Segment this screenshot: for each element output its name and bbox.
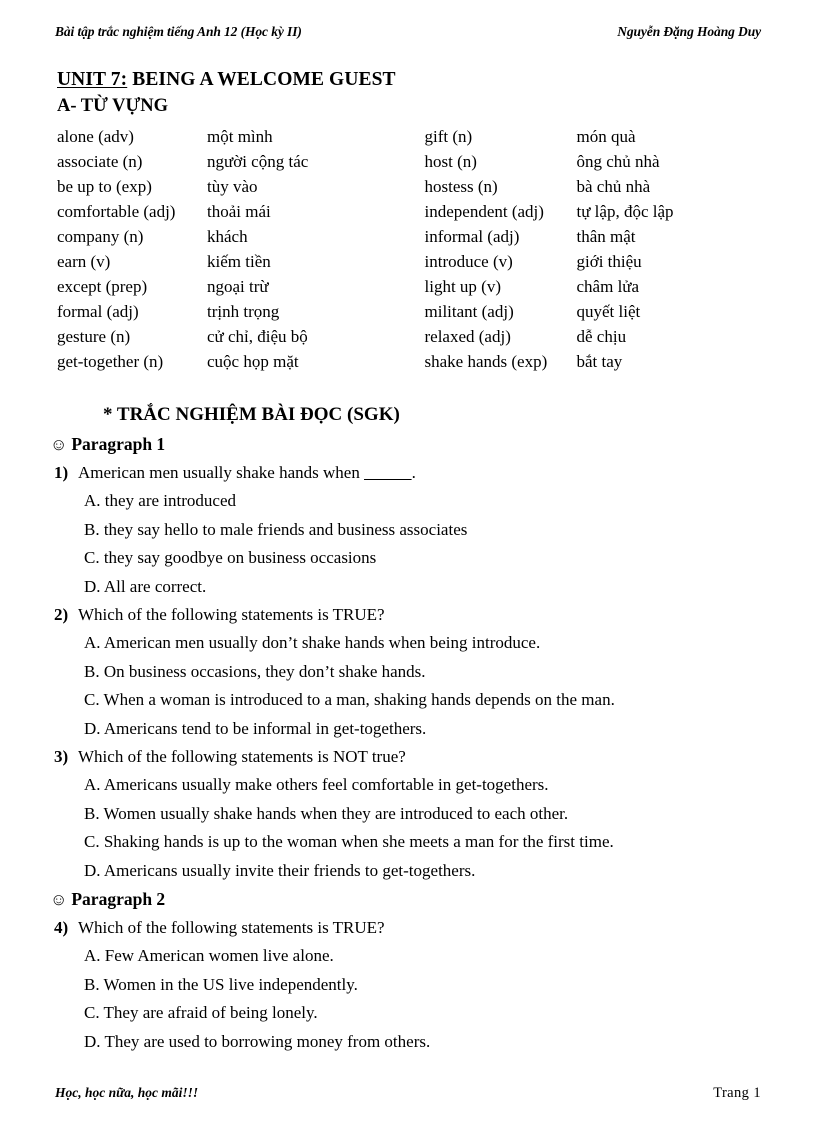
vocabulary-entry — [57, 174, 400, 199]
footer-motto: Học, học nữa, học mãi!!! — [55, 1085, 199, 1100]
vocabulary-definition: món quà — [576, 127, 636, 146]
question-1-option-b[interactable]: B. they say hello to male friends and business associates — [84, 519, 468, 539]
question-number: 2) — [54, 605, 69, 624]
vocabulary-entry — [400, 224, 768, 249]
vocabulary-definition: khách — [207, 227, 248, 246]
vocabulary-row — [57, 249, 767, 274]
paragraph-1-heading — [48, 430, 788, 459]
vocabulary-definition: bắt tay — [576, 352, 623, 371]
question-1-option-c[interactable]: C. they say goodbye on business occasions — [84, 548, 377, 567]
unit-title-text: BEING A WELCOME GUEST — [132, 69, 396, 90]
vocabulary-definition: dễ chịu — [576, 327, 627, 346]
vocabulary-definition: thoải mái — [207, 202, 271, 221]
vocabulary-definition: tùy vào — [207, 177, 258, 196]
vocabulary-term: light up (v) — [424, 277, 501, 296]
question-2 — [48, 601, 788, 629]
vocabulary-entry — [57, 349, 400, 374]
question-text: Which of the following statements is TRUE? — [78, 918, 385, 937]
vocabulary-definition: ông chủ nhà — [576, 152, 660, 171]
vocabulary-term: except (prep) — [57, 277, 148, 296]
vocabulary-term: be up to (exp) — [57, 177, 152, 196]
vocabulary-entry — [57, 274, 400, 299]
vocabulary-definition: giới thiệu — [576, 252, 642, 271]
question-number: 4) — [54, 918, 69, 937]
vocabulary-row — [57, 124, 767, 149]
vocabulary-term: informal (adj) — [424, 227, 520, 246]
vocabulary-term: associate (n) — [57, 152, 143, 171]
vocabulary-row — [57, 149, 767, 174]
header-book-title: Bài tập trắc nghiệm tiếng Anh 12 (Học kỳ II) — [55, 24, 302, 39]
question-text — [78, 459, 788, 487]
section-a-heading: A- TỪ VỰNG — [57, 96, 168, 116]
vocabulary-entry — [400, 199, 768, 224]
vocabulary-row — [57, 349, 767, 374]
vocabulary-term: earn (v) — [57, 252, 111, 271]
exercise-section-heading: * TRẮC NGHIỆM BÀI ĐỌC (SGK) — [103, 404, 400, 425]
question-text-before-blank: American men usually shake hands when — [78, 463, 365, 482]
question-4-option-d[interactable]: D. They are used to borrowing money from others. — [84, 1031, 431, 1051]
vocabulary-term: hostess (n) — [424, 177, 498, 196]
question-1 — [48, 459, 788, 487]
vocabulary-term: independent (adj) — [424, 202, 544, 221]
question-2-option-c[interactable]: C. When a woman is introduced to a man, shaking hands depends on the man. — [84, 690, 615, 709]
vocabulary-term: militant (adj) — [424, 302, 514, 321]
vocabulary-entry — [57, 249, 400, 274]
vocabulary-row — [57, 274, 767, 299]
vocabulary-definition: một mình — [207, 127, 273, 146]
question-text: Which of the following statements is TRUE? — [78, 605, 385, 624]
question-4-option-b[interactable]: B. Women in the US live independently. — [84, 974, 358, 994]
vocabulary-entry — [57, 124, 400, 149]
page-footer — [55, 1085, 761, 1102]
vocabulary-definition: trịnh trọng — [207, 302, 280, 321]
paragraph-1-label: Paragraph 1 — [71, 434, 166, 454]
running-header — [55, 24, 761, 40]
question-3-option-b[interactable]: B. Women usually shake hands when they are introduced to each other. — [84, 803, 569, 823]
vocabulary-term: host (n) — [424, 152, 477, 171]
question-4-option-a[interactable]: A. Few American women live alone. — [84, 946, 334, 965]
vocabulary-definition: thân mật — [576, 227, 636, 246]
question-1-option-d[interactable]: D. All are correct. — [84, 576, 207, 596]
vocabulary-entry — [57, 324, 400, 349]
questions-body — [48, 430, 788, 1056]
vocabulary-row — [57, 299, 767, 324]
vocabulary-definition: châm lửa — [576, 277, 640, 296]
vocabulary-definition: quyết liệt — [576, 302, 641, 321]
question-3-option-c[interactable]: C. Shaking hands is up to the woman when she meets a man for the first time. — [84, 832, 614, 851]
vocabulary-row — [57, 199, 767, 224]
vocabulary-definition: kiếm tiền — [207, 252, 271, 271]
vocabulary-entry — [400, 249, 768, 274]
vocabulary-definition: tự lập, độc lập — [576, 202, 674, 221]
paragraph-2-heading — [48, 885, 788, 914]
page-number: Trang 1 — [713, 1085, 761, 1101]
question-4-option-c[interactable]: C. They are afraid of being lonely. — [84, 1003, 318, 1022]
vocabulary-entry — [57, 224, 400, 249]
paragraph-2-label: Paragraph 2 — [71, 889, 166, 909]
vocabulary-term: alone (adv) — [57, 127, 134, 146]
vocabulary-entry — [400, 274, 768, 299]
vocabulary-entry — [400, 299, 768, 324]
unit-title — [57, 69, 396, 91]
question-2-option-a[interactable]: A. American men usually don’t shake hands when being introduce. — [84, 633, 541, 652]
question-text-after-blank: . — [411, 463, 416, 482]
vocabulary-term: comfortable (adj) — [57, 202, 176, 221]
vocabulary-term: gesture (n) — [57, 327, 131, 346]
vocabulary-term: introduce (v) — [424, 252, 513, 271]
question-text: Which of the following statements is NOT true? — [78, 747, 406, 766]
vocabulary-row — [57, 224, 767, 249]
vocabulary-definition: người cộng tác — [207, 152, 309, 171]
vocabulary-term: get-together (n) — [57, 352, 164, 371]
vocabulary-term: gift (n) — [424, 127, 473, 146]
vocabulary-entry — [400, 149, 768, 174]
vocabulary-entry — [400, 124, 768, 149]
vocabulary-entry — [400, 174, 768, 199]
vocabulary-row — [57, 324, 767, 349]
vocabulary-definition: cuộc họp mặt — [207, 352, 299, 371]
vocabulary-definition: cử chỉ, điệu bộ — [207, 327, 308, 346]
unit-number-label: UNIT 7: — [57, 69, 128, 90]
question-3-option-d[interactable]: D. Americans usually invite their friends to get-togethers. — [84, 860, 476, 880]
vocabulary-term: company (n) — [57, 227, 144, 246]
question-1-option-a[interactable]: A. they are introduced — [84, 491, 236, 510]
vocabulary-term: shake hands (exp) — [424, 352, 548, 371]
vocabulary-list — [57, 124, 767, 374]
vocabulary-entry — [400, 324, 768, 349]
vocabulary-term: relaxed (adj) — [424, 327, 511, 346]
question-number: 1) — [54, 463, 69, 482]
question-2-option-d[interactable]: D. Americans tend to be informal in get-togethers. — [84, 718, 427, 738]
vocabulary-entry — [57, 299, 400, 324]
question-number: 3) — [54, 747, 69, 766]
vocabulary-definition: ngoại trừ — [207, 277, 269, 296]
question-2-option-b[interactable]: B. On business occasions, they don’t shake hands. — [84, 661, 426, 681]
vocabulary-term: formal (adj) — [57, 302, 139, 321]
smiley-face-icon: ☺ — [50, 435, 68, 454]
question-4 — [48, 914, 788, 942]
header-author-name: Nguyễn Đặng Hoàng Duy — [617, 24, 761, 39]
smiley-face-icon: ☺ — [50, 890, 68, 909]
vocabulary-entry — [57, 199, 400, 224]
vocabulary-row — [57, 174, 767, 199]
vocabulary-entry — [400, 349, 768, 374]
question-3-option-a[interactable]: A. Americans usually make others feel comfortable in get-togethers. — [84, 775, 549, 794]
question-3 — [48, 743, 788, 771]
answer-blank: _____ — [364, 463, 412, 482]
vocabulary-entry — [57, 149, 400, 174]
vocabulary-definition: bà chủ nhà — [576, 177, 651, 196]
